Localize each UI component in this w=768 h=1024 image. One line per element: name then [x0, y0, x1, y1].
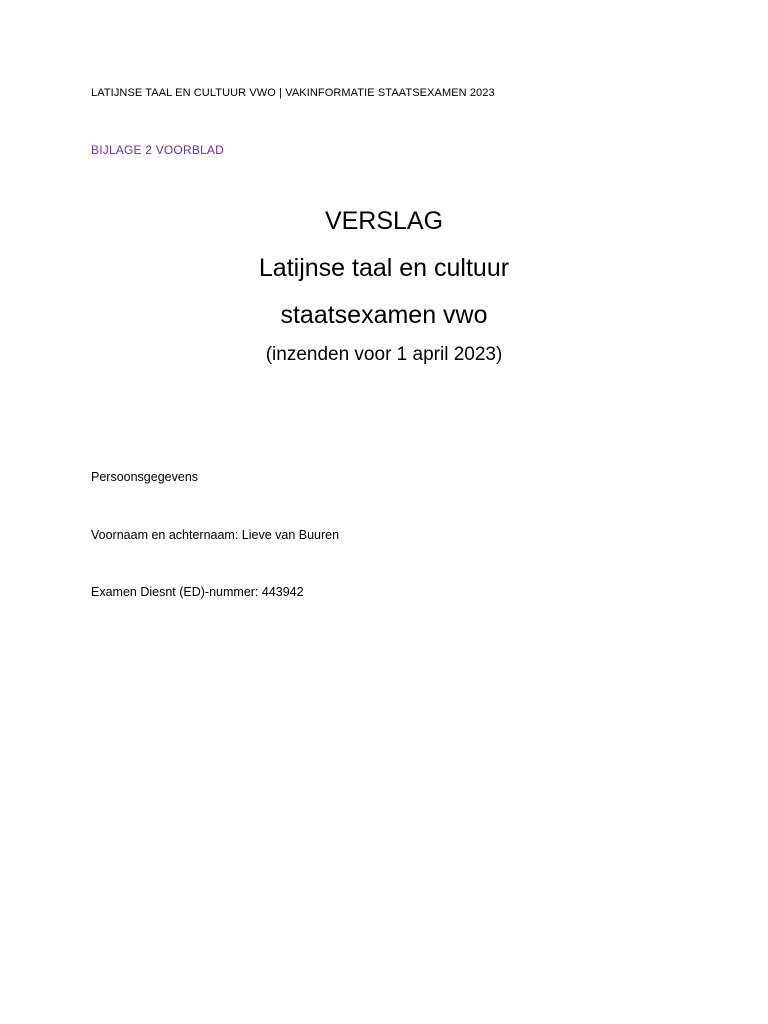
personal-data-heading: Persoonsgegevens: [91, 470, 199, 484]
title-subject: Latijnse taal en cultuur: [258, 254, 510, 282]
appendix-label: BIJLAGE 2 VOORBLAD: [91, 143, 224, 157]
full-name-line: Voornaam en achternaam: Lieve van Buuren: [91, 528, 340, 542]
title-report: VERSLAG: [324, 207, 444, 235]
running-header: LATIJNSE TAAL EN CULTUUR VWO | VAKINFORMATIE STAATSEXAMEN 2023: [91, 87, 495, 99]
title-deadline: (inzenden voor 1 april 2023): [265, 344, 503, 365]
title-block: [0, 198, 768, 369]
exam-id-line: Examen Diesnt (ED)-nummer: 443942: [91, 585, 304, 599]
title-exam: staatsexamen vwo: [280, 301, 488, 329]
